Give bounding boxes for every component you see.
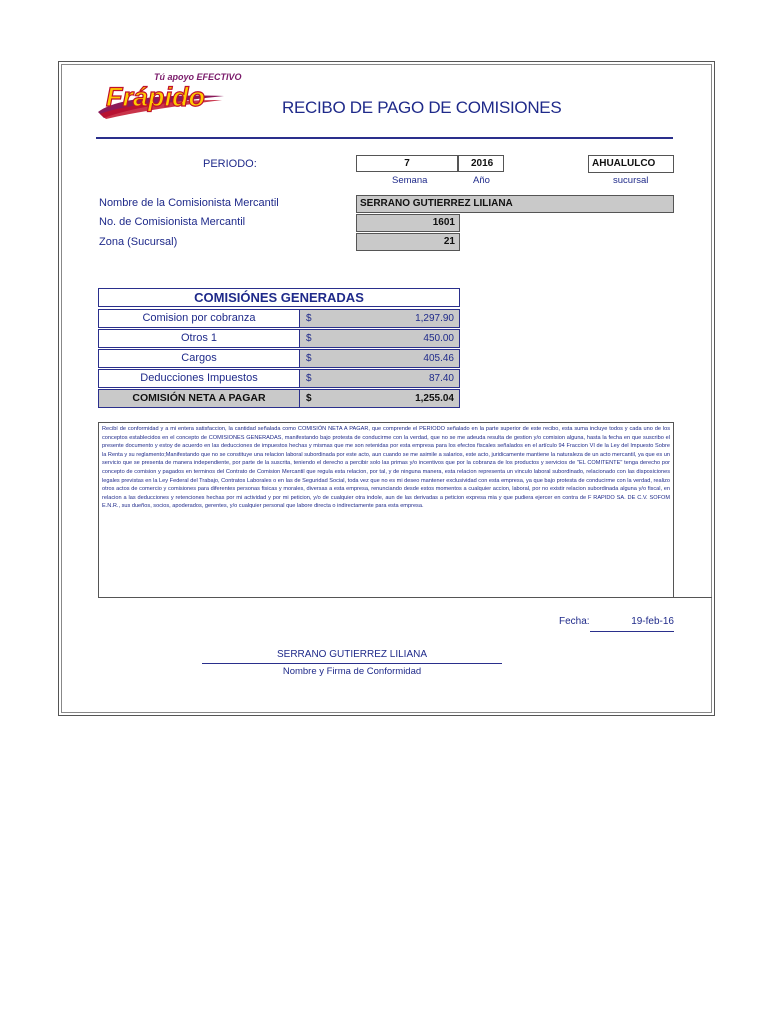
- comisiones-heading: COMISIÓNES GENERADAS: [98, 288, 460, 307]
- semana-caption: Semana: [392, 175, 428, 186]
- currency-symbol: $: [306, 313, 312, 324]
- fecha-underline: [590, 631, 674, 632]
- deducciones-value: [300, 369, 460, 388]
- title-underline: [96, 137, 673, 139]
- signer-name: SERRANO GUTIERREZ LILIANA: [276, 649, 428, 660]
- total-label: COMISIÓN NETA A PAGAR: [98, 389, 300, 408]
- anio-caption: Año: [473, 175, 490, 186]
- amount: 1,297.90: [415, 313, 454, 324]
- legal-divider: [98, 597, 712, 598]
- cargos-value: [300, 349, 460, 368]
- anio-field: 2016: [458, 155, 504, 172]
- otros-label: Otros 1: [98, 329, 300, 348]
- amount: 405.46: [423, 353, 454, 364]
- fecha-value: 19-feb-16: [631, 616, 674, 627]
- sucursal-field: AHUALULCO: [588, 155, 674, 173]
- legal-text-box: [98, 422, 674, 598]
- currency-symbol: $: [306, 333, 312, 344]
- zona-field: 21: [356, 233, 460, 251]
- logo-wordmark: Frápido: [106, 82, 205, 112]
- nombre-label: Nombre de la Comisionista Mercantil: [99, 197, 279, 209]
- periodo-label: PERIODO:: [203, 158, 257, 170]
- cargos-label: Cargos: [98, 349, 300, 368]
- currency-symbol: $: [306, 373, 312, 384]
- amount: 87.40: [428, 373, 454, 384]
- nombre-field: SERRANO GUTIERREZ LILIANA: [356, 195, 674, 213]
- numero-label: No. de Comisionista Mercantil: [99, 216, 246, 228]
- currency-symbol: $: [306, 353, 312, 364]
- comision-cobranza-label: Comision por cobranza: [98, 309, 300, 328]
- signature-line: [202, 663, 502, 664]
- legal-text: Recibí de conformidad y a mi entera satisfaccion, la cantidad señalada como COMISIÓN NETA A PAGAR, que comprende el PERIODO señalado en la parte superior de este recibo, esta suma incluye todos y cada uno de los conceptos establecidos en el concepto de COMISIONES GENERADAS, manifestando bajo protesta de conducirme con la verdad, que no se me adeuda resulta de gestion y/o comision alguna, hasta la fecha en que suscribo el presente documento y estoy de acuerdo en las deducciones de impuestos hechas y mismas que me son retenidas por esta empresa para los efectos fiscales señalados en el artículo 94 Fraccion VI de la Ley del Impuesto Sobre la Renta y su reglamento;Manifestando que no se constituye una relacion laboral subordinada por este acto, aun cuando se me asimile a salarios, este acto, juridicamente mantiene la naturaleza de un acto mercantil, ya que es un servicio que se presenta de manera independiente, por parte de la suscrita, teniendo el derecho a percibir solo las primas y/o incentivos que por la cobranza de los productos y servicios de "EL COMITENTE" tenga derecho por concepto de comision y pagados en terminos del Contrato de Comision Mercantil que regula esta relacion, por tal, y de ninguna manera, esta relacion representa un vinculo laboral subordinado, relacionado con las disposiciones legales previstas en la Ley Federal del Trabajo, Contratos Laborales o en las de Seguridad Social, toda vez que no es mi deseo mantener exclusividad con esta empresa, ya que bajo protesta de conducirme con la verdad, realizo otros actos de comercio y comisiones para diferentes personas fisicas y morales, diversas a esta empresa, renunciando desde estos momentos a cualquier accion, laboral, por no existir relacion subordinada alguna y/o fiscal, en relacion a las deducciones y retenciones hechas por mi actividad y por mi peticion, y/o de cualquier otra indole, aun de las derivadas a peticion expresa mia y que pudiera ejercer en contra de F RAPIDO SA. DE C.V. SOFOM E.N.R., sus dueños, socios, apoderados, gerentes, y/o cualquier personal que labore directa o indirectamente para esta empresa.: [102, 426, 670, 510]
- amount: 1,255.04: [415, 393, 454, 404]
- document-title: RECIBO DE PAGO DE COMISIONES: [282, 98, 562, 117]
- numero-field: 1601: [356, 214, 460, 232]
- currency-symbol: $: [306, 393, 312, 404]
- fecha-label: Fecha:: [559, 616, 590, 627]
- semana-field: 7: [356, 155, 458, 172]
- signature-caption: Nombre y Firma de Conformidad: [282, 666, 422, 677]
- total-value: [300, 389, 460, 408]
- otros-value: [300, 329, 460, 348]
- amount: 450.00: [423, 333, 454, 344]
- comision-cobranza-value: [300, 309, 460, 328]
- deducciones-label: Deducciones Impuestos: [98, 369, 300, 388]
- frapido-logo: [96, 72, 242, 118]
- sucursal-caption: sucursal: [613, 175, 649, 186]
- logo-tagline: Tú apoyo EFECTIVO: [154, 72, 242, 82]
- zona-label: Zona (Sucursal): [99, 236, 178, 248]
